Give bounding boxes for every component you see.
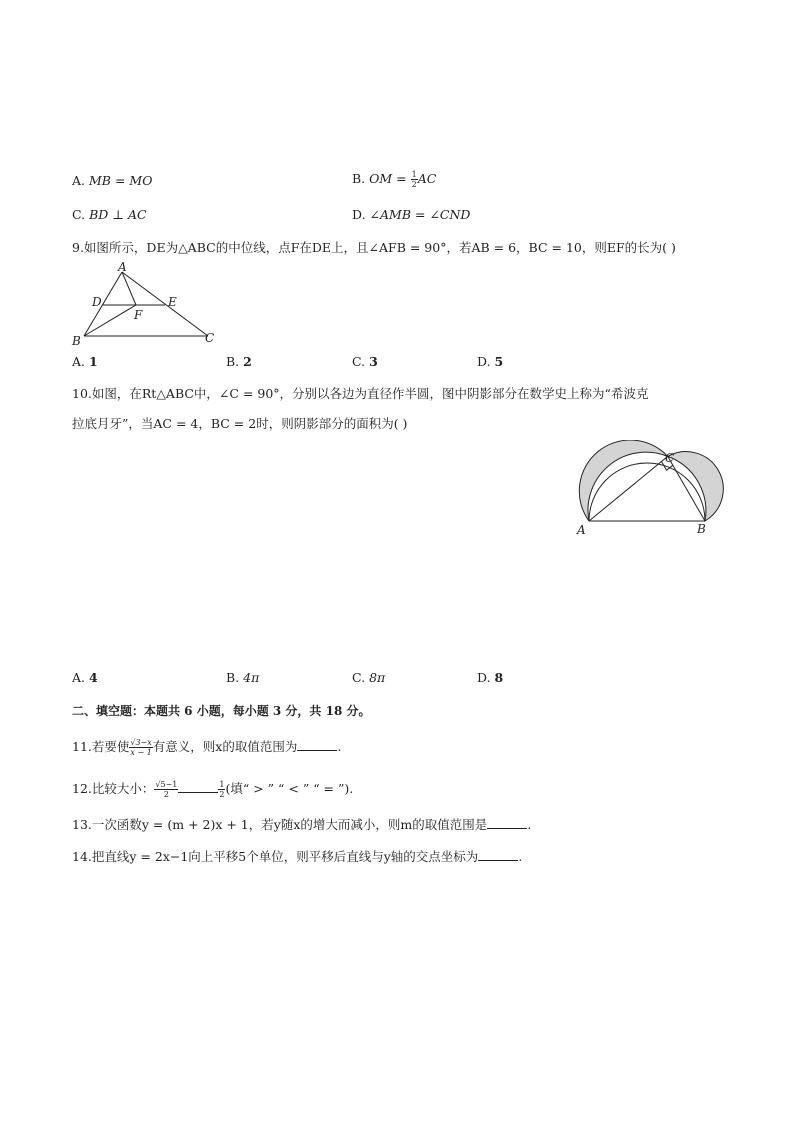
q11-fraction	[129, 738, 152, 757]
segment-bf	[84, 305, 136, 336]
q8-option-c	[72, 207, 147, 223]
answer-blank[interactable]	[478, 849, 518, 861]
fraction-denominator: 2	[219, 790, 225, 799]
option-label: D.	[477, 354, 491, 369]
q10-option-a	[72, 670, 98, 686]
lune-ac-shaded	[579, 440, 667, 521]
q12-prefix: 12.比较大小：	[72, 781, 155, 796]
q10-hippocrates-lunes-figure	[570, 440, 730, 540]
q9-option-a	[72, 354, 98, 370]
q9-stem: 9.如图所示，DE为△ABC的中位线，点F在DE上，且∠AFB = 90°，若AB = 6，BC = 10，则EF的长为( )	[72, 240, 676, 255]
option-value: 4	[89, 670, 98, 685]
option-label: A.	[72, 173, 86, 188]
section-heading: 二、填空题：本题共 6 小题，每小题 3 分，共 18 分。	[72, 704, 371, 718]
option-value: 1	[89, 354, 98, 369]
q9-option-b	[226, 354, 252, 370]
option-text: BD ⊥ AC	[89, 207, 147, 222]
option-label: C.	[352, 354, 366, 369]
fraction-numerator: 1	[411, 170, 417, 179]
q11-prefix: 11.若要使	[72, 739, 130, 754]
q14	[72, 849, 522, 865]
label-d: D	[92, 295, 102, 309]
edge-ab	[84, 272, 122, 336]
label-a: A	[577, 523, 586, 537]
option-value: 8π	[369, 670, 386, 685]
lune-bc-shaded	[668, 452, 724, 521]
q10-option-d	[477, 670, 503, 686]
option-value: 4π	[243, 670, 260, 685]
q12-suffix: (填“ > ” “ < ” “ = ”).	[225, 781, 354, 796]
answer-blank[interactable]	[178, 781, 218, 793]
q13-end: .	[527, 817, 532, 832]
option-label: D.	[477, 670, 491, 685]
q11-end: .	[337, 739, 342, 754]
q10-stem-line2: 拉底月牙”，当AC = 4，BC = 2时，则阴影部分的面积为( )	[72, 416, 408, 431]
option-label: A.	[72, 354, 86, 369]
q9-triangle-figure	[68, 260, 228, 350]
fraction-numerator: √5−1	[155, 780, 178, 789]
option-value: 2	[243, 354, 252, 369]
q8-option-d	[352, 207, 470, 223]
option-label: B.	[226, 670, 240, 685]
answer-blank[interactable]	[487, 817, 527, 829]
option-label: A.	[72, 670, 86, 685]
q12-fraction-1	[154, 780, 178, 799]
semicircle-ab	[589, 463, 705, 521]
q10-stem-line1: 10.如图，在Rt△ABC中，∠C = 90°，分别以各边为直径作半圆，图中阴影部分在数学史上称为“希波克	[72, 386, 649, 401]
fraction-denominator: 2	[411, 180, 417, 189]
q11	[72, 738, 341, 757]
option-text: MB = MO	[89, 173, 153, 188]
option-text: ∠AMB = ∠CND	[369, 207, 471, 222]
q13-text: 13.一次函数y = (m + 2)x + 1，若y随x的增大而减小，则m的取值范围是	[72, 817, 488, 832]
option-label: C.	[72, 207, 86, 222]
edge-ac	[122, 272, 208, 336]
label-f: F	[134, 308, 143, 322]
option-text: OM =	[369, 171, 411, 186]
fraction-numerator: √3−x	[130, 738, 152, 747]
option-label: D.	[352, 207, 366, 222]
q9-option-d	[477, 354, 503, 370]
fraction-denominator: x − 1	[130, 748, 152, 757]
q10-option-c	[352, 670, 385, 686]
label-a: A	[118, 260, 127, 274]
label-b: B	[72, 334, 81, 348]
label-c: C	[205, 331, 215, 345]
option-label: C.	[352, 670, 366, 685]
fraction	[411, 170, 418, 189]
option-value: 8	[494, 670, 504, 685]
option-text-suffix: AC	[417, 171, 437, 186]
option-value: 3	[369, 354, 378, 369]
q12	[72, 780, 353, 799]
answer-blank[interactable]	[297, 739, 337, 751]
q10-option-b	[226, 670, 259, 686]
q8-option-b	[352, 170, 436, 189]
option-value: 5	[494, 354, 504, 369]
q11-suffix: 有意义，则x的取值范围为	[152, 739, 298, 754]
fraction-numerator: 1	[219, 780, 225, 789]
q14-end: .	[518, 849, 523, 864]
label-b: B	[697, 522, 706, 536]
q8-option-a	[72, 173, 152, 189]
option-label: B.	[226, 354, 240, 369]
q13	[72, 817, 531, 833]
label-c: C	[665, 451, 675, 465]
q9-option-c	[352, 354, 378, 370]
fraction-denominator: 2	[163, 790, 169, 799]
option-label: B.	[352, 171, 366, 186]
label-e: E	[168, 295, 177, 309]
q14-text: 14.把直线y = 2x−1向上平移5个单位，则平移后直线与y轴的交点坐标为	[72, 849, 479, 864]
